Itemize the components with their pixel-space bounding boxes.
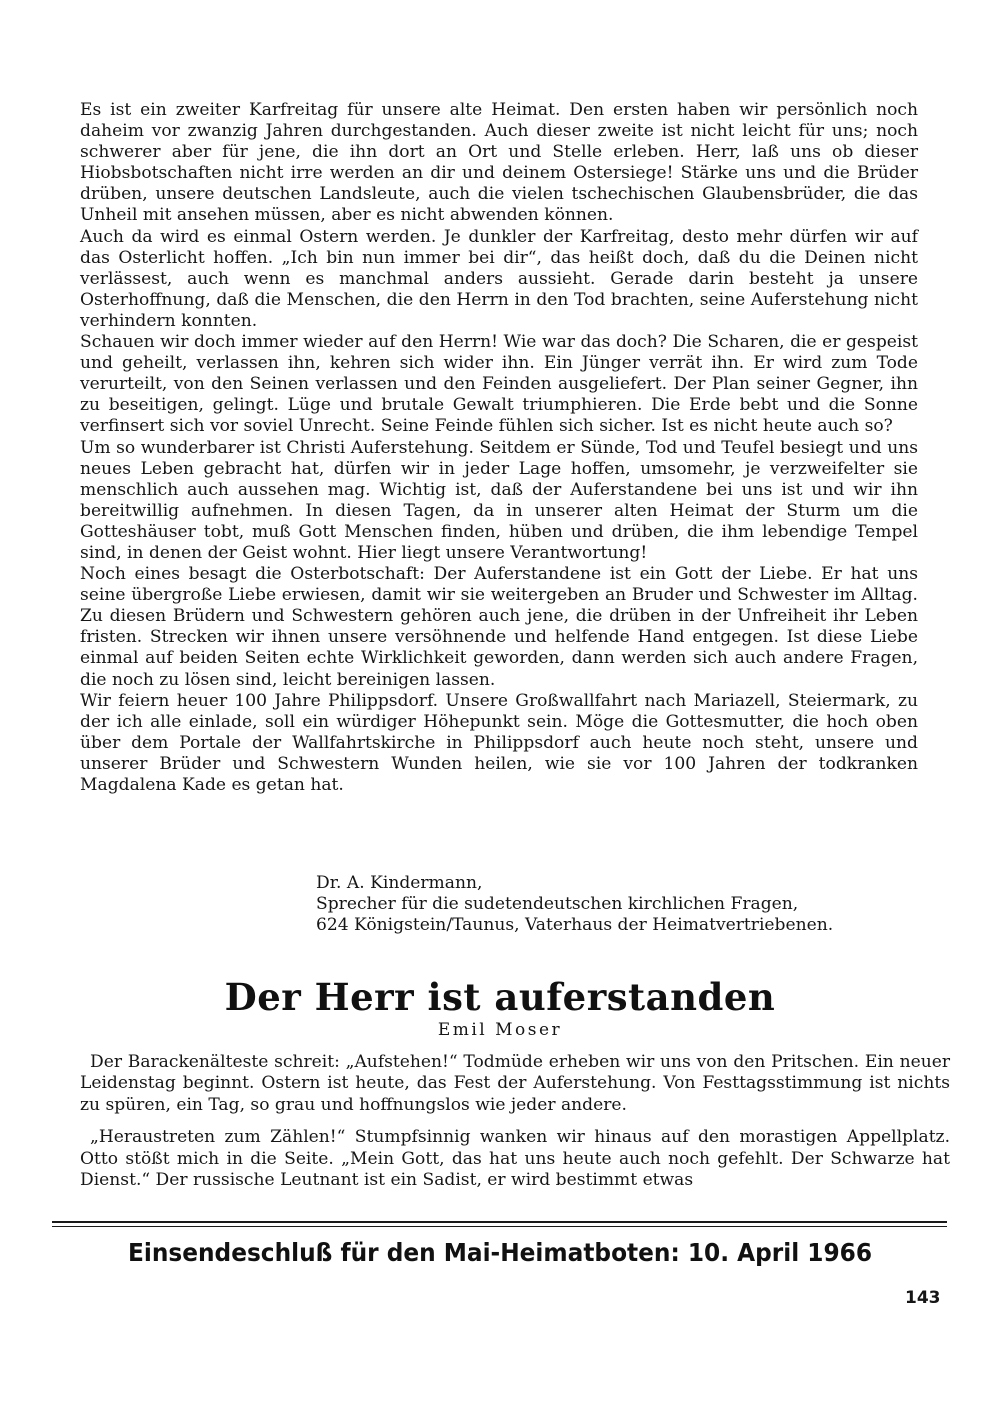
- story-body: [80, 1052, 950, 1202]
- signature-block: [316, 873, 833, 936]
- story-paragraph: Der Barackenälteste schreit: „Aufstehen!“ Todmüde erheben wir uns von den Pritschen. Ein neuer Leidenstag beginnt. Ostern ist heute, das Fest der Auferstehung. Von Festtagsstimmung ist nichts zu spüren, ein Tag, so grau und hoffnungslos wie jeder andere.: [80, 1052, 950, 1115]
- letter-paragraph: Es ist ein zweiter Karfreitag für unsere alte Heimat. Den ersten haben wir persönlich noch daheim vor zwanzig Jahren durchgestanden. Auch dieser zweite ist nicht leicht für uns; noch schwerer aber für jene, die ihn dort an Ort und Stelle erleben. Herr, laß uns ob dieser Hiobsbotschaften nicht irre werden an dir und deinem Ostersiege! Stärke uns und die Brüder drüben, unsere deutschen Landsleute, auch die vielen tschechischen Glaubensbrüder, die das Unheil mit ansehen müssen, aber es nicht abwenden können.: [80, 100, 918, 226]
- divider-thick: [52, 1221, 947, 1223]
- letter-paragraph: Um so wunderbarer ist Christi Auferstehung. Seitdem er Sünde, Tod und Teufel besiegt und uns neues Leben gebracht hat, dürfen wir in jeder Lage hoffen, umsomehr, je verzweifelter sie menschlich auch aussehen mag. Wichtig ist, daß der Auferstandene bei uns ist und wir ihn bereitwillig aufnehmen. In diesen Tagen, da in unserer alten Heimat der Sturm um die Gotteshäuser tobt, muß Gott Menschen finden, hüben und drüben, die ihm lebendige Tempel sind, in denen der Geist wohnt. Hier liegt unsere Verantwortung!: [80, 437, 918, 563]
- story-title: Der Herr ist auferstanden: [224, 975, 776, 1019]
- letter-paragraph: Schauen wir doch immer wieder auf den Herrn! Wie war das doch? Die Scharen, die er gespeist und geheilt, verlassen ihn, kehren sich wider ihn. Ein Jünger verrät ihn. Er wird zum Tode verurteilt, von den Seinen verlassen und den Feinden ausgeliefert. Der Plan seiner Gegner, ihn zu beseitigen, gelingt. Lüge und brutale Gewalt triumphieren. Die Erde bebt und die Sonne verfinsert sich vor soviel Unrecht. Seine Feinde fühlen sich sicher. Ist es nicht heute auch so?: [80, 332, 918, 437]
- page-number: 143: [905, 1288, 941, 1308]
- story-author: Emil Moser: [437, 1020, 563, 1040]
- story-paragraph: „Heraustreten zum Zählen!“ Stumpfsinnig wanken wir hinaus auf den morastigen Appellplatz. Otto stößt mich in die Seite. „Mein Gott, das hat uns heute auch noch gefehlt. Der Schwarze hat Dienst.“ Der russische Leutnant ist ein Sadist, er wird bestimmt etwas: [80, 1127, 950, 1191]
- signature-address: 624 Königstein/Taunus, Vaterhaus der Heimatvertriebenen.: [316, 915, 834, 936]
- letter-paragraph: Auch da wird es einmal Ostern werden. Je dunkler der Karfreitag, desto mehr dürfen wir auf das Osterlicht hoffen. „Ich bin nun immer bei dir“, das heißt doch, daß du die Deinen nicht verlässest, auch wenn es manchmal anders aussieht. Gerade darin besteht ja unsere Osterhoffnung, daß die Menschen, die den Herrn in den Tod brachten, seine Auferstehung nicht verhindern konnten.: [80, 226, 918, 331]
- signature-name: Dr. A. Kindermann,: [316, 873, 483, 893]
- signature-role: Sprecher für die sudetendeutschen kirchlichen Fragen,: [316, 894, 799, 915]
- letter-paragraph: Noch eines besagt die Osterbotschaft: Der Auferstandene ist ein Gott der Liebe. Er hat uns seine übergroße Liebe erwiesen, damit wir sie weitergeben an Bruder und Schwester im Alltag. Zu diesen Brüdern und Schwestern gehören auch jene, die drüben in der Unfreiheit ihr Leben fristen. Strecken wir ihnen unsere versöhnende und helfende Hand entgegen. Ist diese Liebe einmal auf beiden Seiten echte Wirklichkeit geworden, dann werden sich auch andere Fragen, die noch zu lösen sind, leicht bereinigen lassen.: [80, 564, 918, 690]
- deadline-notice: Einsendeschluß für den Mai-Heimatboten: 10. April 1966: [127, 1238, 872, 1267]
- letter-body: [80, 100, 918, 796]
- letter-paragraph: Wir feiern heuer 100 Jahre Philippsdorf. Unsere Großwallfahrt nach Mariazell, Steiermark, zu der ich alle einlade, soll ein würdiger Höhepunkt sein. Möge die Gottesmutter, die hoch oben über dem Portale der Wallfahrtskirche in Philippsdorf auch heute noch steht, unsere und unserer Brüder und Schwestern Wunden heilen, wie sie vor 100 Jahren der todkranken Magdalena Kade es getan hat.: [80, 690, 918, 795]
- divider-thin: [52, 1226, 947, 1227]
